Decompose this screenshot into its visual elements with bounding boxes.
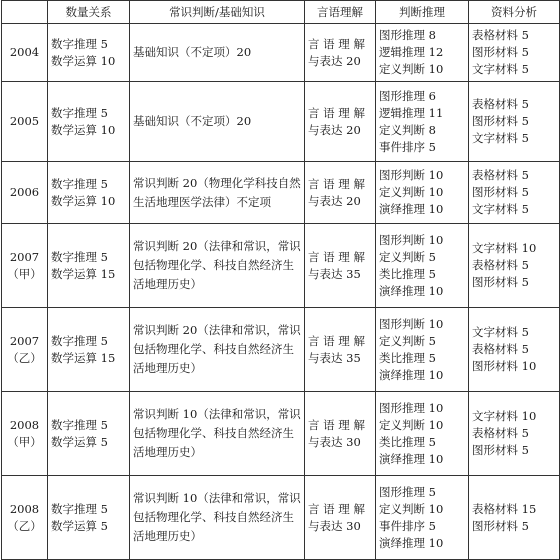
verbal-cell-line: 言 语 理 解 [308,36,365,51]
quant-cell-line: 数字推理 5 [51,176,108,191]
judgment-cell-line: 事件排序 5 [379,518,436,533]
data-cell-line: 图形材料 5 [472,114,529,128]
common-cell: 常识判断 10（法律和常识，常识包括物理化学、科技自然经济生活地理历史） [130,392,305,476]
quant-cell-line: 数学运算 10 [51,122,116,137]
judgment-cell-line: 逻辑推理 12 [379,45,444,59]
judgment-cell-line: 图形推理 8 [379,28,436,42]
quant-cell-line: 数字推理 5 [51,105,108,120]
judgment-cell-line: 演绎推理 10 [379,535,444,550]
quant-cell-line: 数学运算 5 [51,518,108,533]
verbal-cell [305,82,376,162]
table-row [2,24,560,82]
verbal-cell-line: 与表达 20 [308,193,361,208]
data-cell [469,476,560,560]
judgment-cell [376,308,469,392]
judgment-cell-line: 定义判断 10 [379,62,444,76]
quant-cell-line: 数学运算 5 [51,434,108,449]
judgment-cell-line: 类比推理 5 [379,434,436,449]
data-cell [469,82,560,162]
judgment-cell-line: 定义判断 10 [379,185,444,199]
data-cell [469,308,560,392]
year-cell: 2008（乙） [2,476,48,560]
data-cell-line: 文字材料 5 [472,202,529,216]
judgment-cell-line: 图形推理 6 [379,88,436,103]
table-row [2,82,560,162]
judgment-cell [376,224,469,308]
verbal-cell-line: 言 语 理 解 [308,501,365,516]
year-cell: 2006 [2,162,48,224]
quant-cell-line: 数学运算 15 [51,350,116,365]
quant-cell [48,308,130,392]
verbal-cell-line: 与表达 20 [308,122,361,137]
judgment-cell-line: 图形推理 10 [379,400,444,415]
judgment-cell [376,392,469,476]
verbal-cell [305,162,376,224]
judgment-cell [376,476,469,560]
header-row [2,1,560,24]
quant-cell [48,224,130,308]
header-year [2,1,48,24]
quant-cell-line: 数字推理 5 [51,501,108,516]
verbal-cell-line: 言 语 理 解 [308,176,365,191]
judgment-cell-line: 定义判断 10 [379,417,444,432]
verbal-cell-line: 与表达 35 [308,266,361,281]
quant-cell-line: 数学运算 10 [51,53,116,68]
verbal-cell [305,392,376,476]
judgment-cell-line: 定义判断 10 [379,501,444,516]
judgment-cell-line: 演绎推理 10 [379,451,444,466]
table-row [2,308,560,392]
judgment-cell-line: 定义判断 5 [379,249,436,264]
table-row [2,224,560,308]
table-row [2,476,560,560]
common-cell: 常识判断 10（法律和常识，常识包括物理化学、科技自然经济生活地理历史） [130,476,305,560]
judgment-cell-line: 定义判断 8 [379,122,436,137]
data-cell [469,392,560,476]
data-cell-line: 表格材料 5 [472,342,529,356]
data-cell-line: 表格材料 5 [472,426,529,440]
verbal-cell [305,308,376,392]
judgment-cell-line: 事件排序 5 [379,139,436,154]
data-cell-line: 文字材料 10 [472,241,537,255]
verbal-cell-line: 与表达 35 [308,350,361,365]
year-cell: 2007（甲） [2,224,48,308]
judgment-cell [376,162,469,224]
data-cell-line: 表格材料 5 [472,258,529,272]
verbal-cell-line: 与表达 20 [308,53,361,68]
quant-cell-line: 数字推理 5 [51,417,108,432]
quant-cell [48,392,130,476]
data-cell [469,24,560,82]
data-cell [469,224,560,308]
data-cell-line: 图形材料 5 [472,275,529,289]
judgment-cell-line: 类比推理 5 [379,350,436,365]
table-row [2,392,560,476]
verbal-cell [305,24,376,82]
quant-cell-line: 数学运算 15 [51,266,116,281]
quant-cell [48,162,130,224]
verbal-cell-line: 言 语 理 解 [308,333,365,348]
header-common: 常识判断/基础知识 [130,1,305,24]
judgment-cell-line: 类比推理 5 [379,266,436,281]
data-cell [469,162,560,224]
judgment-cell [376,24,469,82]
table-body [2,24,560,560]
verbal-cell-line: 言 语 理 解 [308,417,365,432]
data-cell-line: 表格材料 5 [472,97,529,111]
verbal-cell-line: 言 语 理 解 [308,249,365,264]
quant-cell [48,24,130,82]
data-cell-line: 图形材料 5 [472,185,529,199]
common-cell: 常识判断 20（法律和常识，常识包括物理化学、科技自然经济生活地理历史） [130,308,305,392]
year-cell: 2008（甲） [2,392,48,476]
quant-cell-line: 数学运算 10 [51,193,116,208]
data-cell-line: 文字材料 5 [472,325,529,339]
quant-cell-line: 数字推理 5 [51,333,108,348]
quant-cell [48,476,130,560]
judgment-cell-line: 图形判断 10 [379,232,444,247]
year-cell: 2005 [2,82,48,162]
common-cell: 基础知识（不定项）20 [130,24,305,82]
header-verbal: 言语理解 [305,1,376,24]
judgment-cell-line: 演绎推理 10 [379,283,444,298]
header-quant: 数量关系 [48,1,130,24]
table-row [2,162,560,224]
judgment-cell-line: 图形判断 10 [379,168,444,182]
header-judgment: 判断推理 [376,1,469,24]
data-cell-line: 文字材料 10 [472,409,537,423]
common-cell: 基础知识（不定项）20 [130,82,305,162]
year-cell: 2004 [2,24,48,82]
year-cell: 2007（乙） [2,308,48,392]
common-cell: 常识判断 20（物理化学科技自然生活地理医学法律）不定项 [130,162,305,224]
verbal-cell [305,476,376,560]
data-cell-line: 图形材料 5 [472,443,529,457]
verbal-cell-line: 言 语 理 解 [308,105,365,120]
common-cell: 常识判断 20（法律和常识，常识包括物理化学、科技自然经济生活地理历史） [130,224,305,308]
exam-structure-table [1,0,560,560]
quant-cell [48,82,130,162]
judgment-cell-line: 演绎推理 10 [379,202,444,216]
header-data: 资料分析 [469,1,560,24]
judgment-cell-line: 图形判断 10 [379,316,444,331]
verbal-cell [305,224,376,308]
judgment-cell-line: 演绎推理 10 [379,367,444,382]
verbal-cell-line: 与表达 30 [308,434,361,449]
data-cell-line: 图形材料 5 [472,518,529,533]
quant-cell-line: 数字推理 5 [51,36,108,51]
data-cell-line: 表格材料 5 [472,168,529,182]
verbal-cell-line: 与表达 30 [308,518,361,533]
data-cell-line: 文字材料 5 [472,131,529,145]
data-cell-line: 表格材料 15 [472,501,537,516]
judgment-cell-line: 逻辑推理 11 [379,105,444,120]
data-cell-line: 文字材料 5 [472,62,529,76]
data-cell-line: 表格材料 5 [472,28,529,42]
judgment-cell-line: 图形推理 5 [379,484,436,499]
quant-cell-line: 数字推理 5 [51,249,108,264]
data-cell-line: 图形材料 5 [472,45,529,59]
data-cell-line: 图形材料 10 [472,359,537,373]
judgment-cell [376,82,469,162]
judgment-cell-line: 定义判断 5 [379,333,436,348]
